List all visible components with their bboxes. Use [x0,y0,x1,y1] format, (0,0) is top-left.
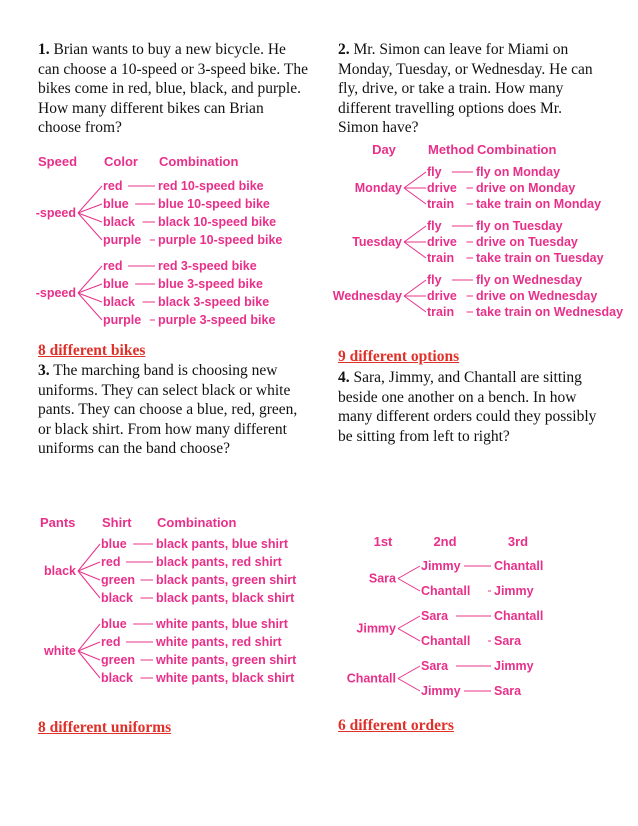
branch-line [398,629,420,642]
branch-label: black [101,671,133,685]
branch-line [404,188,426,204]
combination-label: blue 10-speed bike [158,197,270,211]
header-2: Method [428,142,475,157]
branch-label: red [103,179,123,193]
combination-label: take train on Monday [476,197,602,211]
branch-label: black [103,295,135,309]
problem-4-tree-svg [338,528,599,704]
combination-label: white pants, blue shirt [156,617,288,631]
branch-line [404,172,426,188]
problem-3-tree-svg [36,510,306,692]
problem-2-question: Mr. Simon can leave for Miami on Monday, Tuesday, or Wednesday. He can fly, drive, or take a train. How many different travelling options does Mr. Simon have? [338,41,593,136]
combination-label: Chantall [494,609,544,623]
branch-label: train [427,251,455,265]
problem-2-tree-diagram [332,140,624,326]
problem-3-tree-diagram [36,510,306,692]
root-label: Tuesday [352,235,402,249]
root-label: -speed [35,286,76,300]
combination-label: red 3-speed bike [158,259,257,273]
branch-label: Jimmy [421,559,461,573]
root-label: Chantall [346,671,396,686]
branch-label: red [101,635,121,649]
problem-4-tree-diagram [338,528,599,704]
root-label: black [44,564,76,578]
combination-label: fly on Wednesday [476,273,583,287]
problem-1-tree-diagram [36,152,306,334]
branch-label: Chantall [421,634,471,648]
root-label: white [44,644,76,658]
branch-line [404,242,426,258]
branch-line [398,566,420,579]
branch-label: blue [103,197,129,211]
header-3: Combination [477,142,557,157]
combination-label: black pants, black shirt [156,591,295,605]
branch-line [404,280,426,296]
branch-label: drive [427,235,457,249]
combination-label: Sara [494,634,522,648]
problem-2-answer: 9 different options [338,348,460,365]
problem-1-answer: 8 different bikes [38,342,146,359]
combination-label: white pants, black shirt [156,671,295,685]
problem-1-tree-svg [36,152,306,334]
header-3: Combination [157,515,237,530]
branch-line [398,666,420,679]
branch-label: purple [103,313,142,327]
problem-4-question: Sara, Jimmy, and Chantall are sitting beside one another on a bench. In how many different orders could they possibly be sitting from left to right? [338,369,597,445]
combination-label: purple 10-speed bike [158,233,283,247]
branch-label: red [103,259,123,273]
header-1: Speed [38,154,78,169]
branch-label: fly [427,219,442,233]
branch-label: drive [427,181,457,195]
branch-label: fly [427,273,442,287]
combination-label: take train on Tuesday [476,251,604,265]
header-1: Pants [40,515,76,530]
branch-label: Sara [421,659,449,673]
root-label: -speed [35,206,76,220]
combination-label: fly on Monday [476,165,561,179]
branch-label: drive [427,289,457,303]
combination-label: black 10-speed bike [158,215,277,229]
header-2: Color [104,154,138,169]
branch-label: Chantall [421,584,471,598]
branch-label: blue [101,617,127,631]
problem-3-answer: 8 different uniforms [38,719,172,736]
problem-1-text [38,40,310,138]
problem-1-number: 1. [38,41,50,58]
combination-label: black pants, green shirt [156,573,297,587]
problem-2-tree-svg [332,140,624,326]
header-2: 2nd [433,534,457,549]
combination-label: Sara [494,684,522,698]
combination-label: black pants, blue shirt [156,537,288,551]
header-3: 3rd [507,534,529,549]
combination-label: Jimmy [494,584,534,598]
header-1: Day [372,142,396,157]
branch-line [398,579,420,592]
branch-label: purple [103,233,142,247]
combination-label: black pants, red shirt [156,555,282,569]
branch-label: train [427,305,455,319]
branch-label: blue [103,277,129,291]
problem-3-number: 3. [38,362,50,379]
root-label: Monday [354,181,402,195]
problem-1-question: Brian wants to buy a new bicycle. He can choose a 10-speed or 3-speed bike. The bikes come in red, blue, black, and purple. How many different bikes can Brian choose from? [38,41,309,136]
problem-2-number: 2. [338,41,350,58]
combination-label: blue 3-speed bike [158,277,263,291]
problem-3-text [38,361,310,459]
branch-label: Sara [421,609,449,623]
combination-label: white pants, red shirt [156,635,282,649]
combination-label: fly on Tuesday [476,219,563,233]
branch-label: fly [427,165,442,179]
branch-label: green [101,653,136,667]
problem-4-answer: 6 different orders [338,717,454,734]
branch-line [404,296,426,312]
combination-label: drive on Tuesday [476,235,578,249]
header-1: 1st [373,534,393,549]
combination-label: red 10-speed bike [158,179,264,193]
root-label: Wednesday [332,289,402,303]
branch-label: Jimmy [421,684,461,698]
branch-label: black [103,215,135,229]
combination-label: white pants, green shirt [156,653,297,667]
root-label: Sara [368,571,396,586]
branch-label: green [101,573,136,587]
combination-label: take train on Wednesday [476,305,624,319]
problem-4-number: 4. [338,369,350,386]
combination-label: Chantall [494,559,544,573]
problem-4-text [338,368,600,446]
combination-label: Jimmy [494,659,534,673]
header-3: Combination [159,154,239,169]
branch-label: red [101,555,121,569]
branch-label: blue [101,537,127,551]
header-2: Shirt [102,515,132,530]
root-label: Jimmy [356,621,396,636]
branch-label: train [427,197,455,211]
branch-line [404,226,426,242]
combination-label: purple 3-speed bike [158,313,276,327]
combination-label: drive on Wednesday [476,289,598,303]
branch-label: black [101,591,133,605]
branch-line [398,679,420,692]
branch-line [398,616,420,629]
problem-3-question: The marching band is choosing new uniforms. They can select black or white pants. They can choose a blue, red, green, or black shirt. From how many different uniforms can the band choose? [38,362,298,457]
combination-label: black 3-speed bike [158,295,270,309]
combination-label: drive on Monday [476,181,576,195]
problem-2-text [338,40,600,138]
